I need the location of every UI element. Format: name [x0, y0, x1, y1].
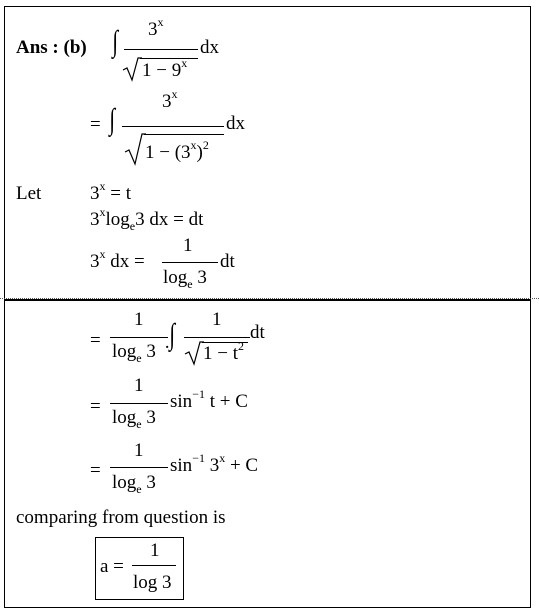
fraction-denominator: $\log_e 3$ — [163, 267, 207, 291]
sqrt-bar — [144, 134, 224, 135]
fraction-denominator: $\log_e 3$ — [112, 407, 156, 431]
equals-sign: = — [90, 460, 101, 481]
fraction-numerator: 1 — [183, 235, 193, 256]
answer-label: Ans : (b) — [16, 37, 87, 58]
fraction-denominator: $\log_e 3$ — [112, 472, 156, 496]
fraction-line — [162, 262, 218, 263]
substitution-line-1: $3^x = t$ — [90, 179, 131, 204]
integral-sign: ∫ — [112, 25, 118, 58]
question-numerator: 3$^x$ — [148, 15, 164, 40]
dot-operator: · — [164, 337, 171, 358]
fraction-numerator: 1 — [134, 309, 144, 330]
fraction-line — [122, 126, 224, 127]
comparing-text: comparing from question is — [16, 507, 226, 528]
step-numerator: 3$^x$ — [162, 87, 178, 112]
substitution-line-3: 3$^x$ dx = — [90, 247, 145, 272]
arcsine-term: $\sin^{-1} t + C$ — [170, 387, 248, 412]
fraction-numerator: 1 — [134, 375, 144, 396]
answer-denominator: log 3 — [133, 572, 172, 593]
sqrt-symbol — [122, 56, 142, 82]
step-denominator: $1 - (3^x)^2$ — [145, 138, 209, 163]
sqrt-bar — [140, 58, 198, 59]
answer-variable: a = — [100, 556, 124, 577]
sqrt-symbol — [184, 340, 204, 366]
equals-sign: = — [90, 114, 101, 135]
integrand-numerator: 1 — [212, 309, 222, 330]
fraction-line — [124, 49, 198, 50]
answer-numerator: 1 — [150, 540, 160, 561]
fraction-denominator: $\log_e 3$ — [112, 341, 156, 365]
integral-sign: ∫ — [169, 318, 175, 351]
fraction-line — [184, 337, 250, 338]
sqrt-symbol — [124, 132, 146, 166]
equals-sign: = — [90, 330, 101, 351]
solution-box-bottom — [4, 300, 531, 608]
substitution-dt: dt — [220, 251, 235, 272]
step-dx: dx — [226, 113, 245, 134]
substitution-line-2: $3^x\log_e3$ dx = dt — [90, 205, 204, 233]
fraction-line — [110, 337, 168, 338]
fraction-numerator: 1 — [134, 440, 144, 461]
arcsine-term: $\sin^{-1} 3^x + C$ — [170, 451, 259, 476]
fraction-line — [110, 467, 168, 468]
let-label: Let — [16, 183, 42, 204]
fraction-line — [110, 403, 168, 404]
section-divider — [0, 298, 539, 299]
question-denominator: $1 - 9^x$ — [142, 56, 188, 81]
question-dx: dx — [200, 37, 219, 58]
equals-sign: = — [90, 396, 101, 417]
integrand-dt: dt — [250, 322, 265, 343]
integrand-denominator: $1 - t^2$ — [203, 339, 244, 364]
integral-sign: ∫ — [109, 103, 115, 136]
fraction-line — [132, 565, 176, 566]
